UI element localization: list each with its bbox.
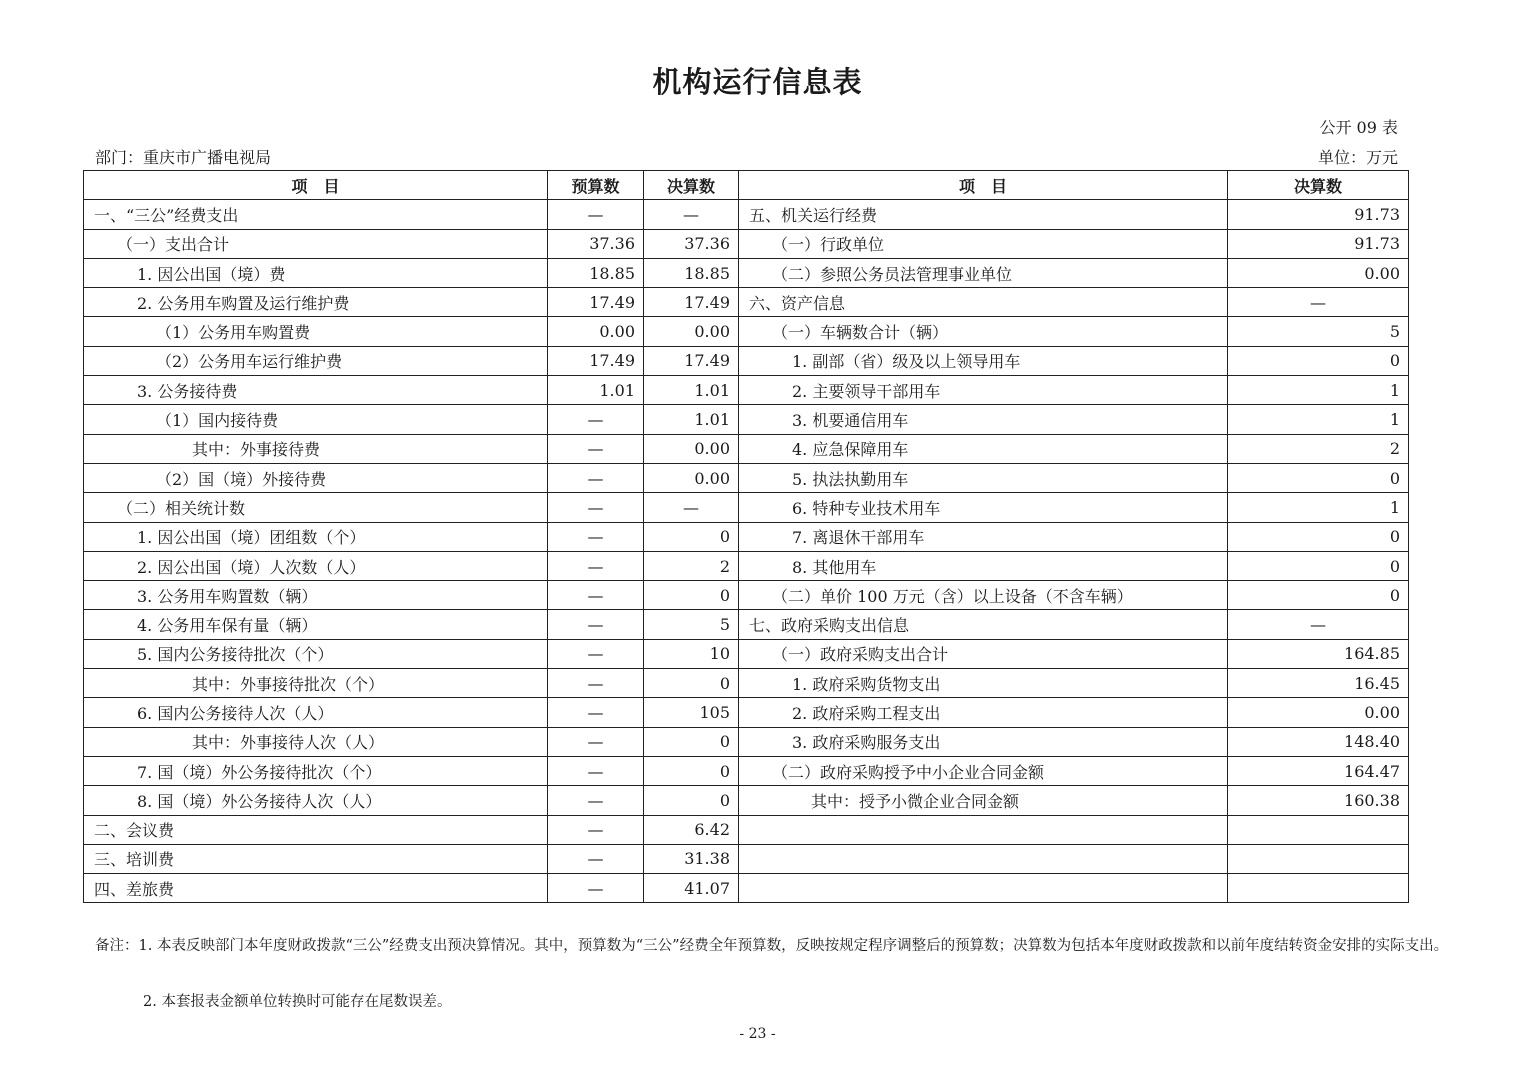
budget-cell: — [548,581,644,610]
final-cell: 31.38 [644,844,739,873]
final-cell: 0 [644,522,739,551]
table-row [84,522,1409,551]
table-row [84,376,1409,405]
right-final-cell: 0 [1228,522,1409,551]
final-cell: 1.01 [644,405,739,434]
final-cell: — [644,493,739,522]
right-final-cell: 0.00 [1228,698,1409,727]
final-cell: 0 [644,786,739,815]
header-item-right: 项 目 [739,171,1228,200]
final-cell: 10 [644,639,739,668]
left-item-cell: 四、差旅费 [84,874,548,903]
final-cell: 0 [644,756,739,785]
left-item-cell: 7. 国（境）外公务接待批次（个） [84,756,548,785]
table-row [84,874,1409,903]
budget-cell: — [548,434,644,463]
budget-cell: — [548,844,644,873]
right-final-cell: — [1228,288,1409,317]
final-cell: 6.42 [644,815,739,844]
right-item-cell: 6. 特种专业技术用车 [739,493,1228,522]
budget-cell: — [548,551,644,580]
final-cell: 37.36 [644,229,739,258]
right-item-cell: 5. 执法执勤用车 [739,463,1228,492]
table-row [84,405,1409,434]
info-table [83,170,1409,903]
right-item-cell: 七、政府采购支出信息 [739,610,1228,639]
budget-cell: 0.00 [548,317,644,346]
left-item-cell: （二）相关统计数 [84,493,548,522]
left-item-cell: 2. 公务用车购置及运行维护费 [84,288,548,317]
right-final-cell: 0.00 [1228,258,1409,287]
table-row [84,844,1409,873]
left-item-cell: 8. 国（境）外公务接待人次（人） [84,786,548,815]
budget-cell: — [548,756,644,785]
table-row [84,317,1409,346]
page-title: 机构运行信息表 [652,65,863,99]
table-row [84,639,1409,668]
final-cell: 0 [644,581,739,610]
right-final-cell: 0 [1228,581,1409,610]
right-item-cell [739,844,1228,873]
table-row [84,258,1409,287]
right-item-cell: 2. 主要领导干部用车 [739,376,1228,405]
header-budget: 预算数 [548,171,644,200]
right-item-cell: 4. 应急保障用车 [739,434,1228,463]
right-item-cell: 2. 政府采购工程支出 [739,698,1228,727]
right-final-cell: 0 [1228,551,1409,580]
right-final-cell: 1 [1228,405,1409,434]
table-row [84,346,1409,375]
right-final-cell: 5 [1228,317,1409,346]
right-item-cell: 五、机关运行经费 [739,200,1228,229]
final-cell: 1.01 [644,376,739,405]
left-item-cell: （1）国内接待费 [84,405,548,434]
right-item-cell [739,874,1228,903]
final-cell: 0 [644,727,739,756]
right-item-cell: 1. 副部（省）级及以上领导用车 [739,346,1228,375]
budget-cell: — [548,639,644,668]
table-row [84,815,1409,844]
left-item-cell: 6. 国内公务接待人次（人） [84,698,548,727]
right-item-cell [739,815,1228,844]
right-final-cell: 1 [1228,376,1409,405]
right-item-cell: 其中：授予小微企业合同金额 [739,786,1228,815]
budget-cell: — [548,815,644,844]
final-cell: 2 [644,551,739,580]
right-item-cell: 1. 政府采购货物支出 [739,669,1228,698]
budget-cell: — [548,463,644,492]
budget-cell: 37.36 [548,229,644,258]
left-item-cell: 一、“三公”经费支出 [84,200,548,229]
header-final-right: 决算数 [1228,171,1409,200]
final-cell: 41.07 [644,874,739,903]
right-final-cell: 16.45 [1228,669,1409,698]
page-number: - 23 - [739,1026,776,1042]
final-cell: 18.85 [644,258,739,287]
right-item-cell: （二）政府采购授予中小企业合同金额 [739,756,1228,785]
left-item-cell: （一）支出合计 [84,229,548,258]
table-row [84,581,1409,610]
right-item-cell: 8. 其他用车 [739,551,1228,580]
header-final-left: 决算数 [644,171,739,200]
table-row [84,756,1409,785]
final-cell: 0.00 [644,317,739,346]
right-final-cell: 0 [1228,463,1409,492]
right-final-cell [1228,874,1409,903]
left-item-cell: 5. 国内公务接待批次（个） [84,639,548,668]
budget-cell: — [548,669,644,698]
right-final-cell: 164.47 [1228,756,1409,785]
final-cell: 0.00 [644,434,739,463]
right-final-cell: 91.73 [1228,229,1409,258]
budget-cell: — [548,610,644,639]
header-item-left: 项 目 [84,171,548,200]
final-cell: 0 [644,669,739,698]
budget-cell: — [548,493,644,522]
table-row [84,434,1409,463]
left-item-cell: 3. 公务用车购置数（辆） [84,581,548,610]
note-2: 2. 本套报表金额单位转换时可能存在尾数误差。 [143,994,452,1010]
left-item-cell: （2）公务用车运行维护费 [84,346,548,375]
budget-cell: — [548,405,644,434]
final-cell: 0.00 [644,463,739,492]
budget-cell: — [548,727,644,756]
table-row [84,493,1409,522]
left-item-cell: 1. 因公出国（境）费 [84,258,548,287]
right-item-cell: 3. 政府采购服务支出 [739,727,1228,756]
left-item-cell: 2. 因公出国（境）人次数（人） [84,551,548,580]
right-item-cell: 7. 离退休干部用车 [739,522,1228,551]
table-row [84,786,1409,815]
department-label: 部门：重庆市广播电视局 [95,148,272,167]
budget-cell: — [548,698,644,727]
budget-cell: — [548,522,644,551]
right-final-cell: 2 [1228,434,1409,463]
right-final-cell [1228,815,1409,844]
budget-cell: — [548,200,644,229]
right-item-cell: （一）车辆数合计（辆） [739,317,1228,346]
right-final-cell: 160.38 [1228,786,1409,815]
final-cell: 17.49 [644,288,739,317]
left-item-cell: 其中：外事接待人次（人） [84,727,548,756]
left-item-cell: 三、培训费 [84,844,548,873]
final-cell: 105 [644,698,739,727]
left-item-cell: 3. 公务接待费 [84,376,548,405]
right-item-cell: 3. 机要通信用车 [739,405,1228,434]
right-item-cell: （一）行政单位 [739,229,1228,258]
right-final-cell: 91.73 [1228,200,1409,229]
right-final-cell: 164.85 [1228,639,1409,668]
left-item-cell: 其中：外事接待批次（个） [84,669,548,698]
right-final-cell: 1 [1228,493,1409,522]
left-item-cell: 4. 公务用车保有量（辆） [84,610,548,639]
note-1: 备注：1. 本表反映部门本年度财政拨款“三公”经费支出预决算情况。其中，预算数为“三公”经费全年预算数，反映按规定程序调整后的预算数；决算数为包括本年度财政拨款和以前年度结转资金安排的实际支出。 [95,938,1449,954]
final-cell: — [644,200,739,229]
right-item-cell: （二）单价 100 万元（含）以上设备（不含车辆） [739,581,1228,610]
left-item-cell: 1. 因公出国（境）团组数（个） [84,522,548,551]
final-cell: 5 [644,610,739,639]
left-item-cell: 其中：外事接待费 [84,434,548,463]
budget-cell: 18.85 [548,258,644,287]
budget-cell: 1.01 [548,376,644,405]
right-item-cell: 六、资产信息 [739,288,1228,317]
table-row [84,229,1409,258]
budget-cell: 17.49 [548,346,644,375]
form-number: 公开 09 表 [1319,118,1398,137]
budget-cell: 17.49 [548,288,644,317]
right-final-cell [1228,844,1409,873]
unit-label: 单位：万元 [1317,148,1398,167]
table-header-row [84,171,1409,200]
table-row [84,551,1409,580]
left-item-cell: 二、会议费 [84,815,548,844]
table-row [84,610,1409,639]
final-cell: 17.49 [644,346,739,375]
right-final-cell: — [1228,610,1409,639]
table-row [84,463,1409,492]
budget-cell: — [548,874,644,903]
budget-cell: — [548,786,644,815]
table-row [84,288,1409,317]
table-row [84,727,1409,756]
table-body [84,200,1409,903]
table-row [84,698,1409,727]
left-item-cell: （2）国（境）外接待费 [84,463,548,492]
right-final-cell: 148.40 [1228,727,1409,756]
left-item-cell: （1）公务用车购置费 [84,317,548,346]
table-row [84,200,1409,229]
right-item-cell: （一）政府采购支出合计 [739,639,1228,668]
right-item-cell: （二）参照公务员法管理事业单位 [739,258,1228,287]
right-final-cell: 0 [1228,346,1409,375]
table-row [84,669,1409,698]
